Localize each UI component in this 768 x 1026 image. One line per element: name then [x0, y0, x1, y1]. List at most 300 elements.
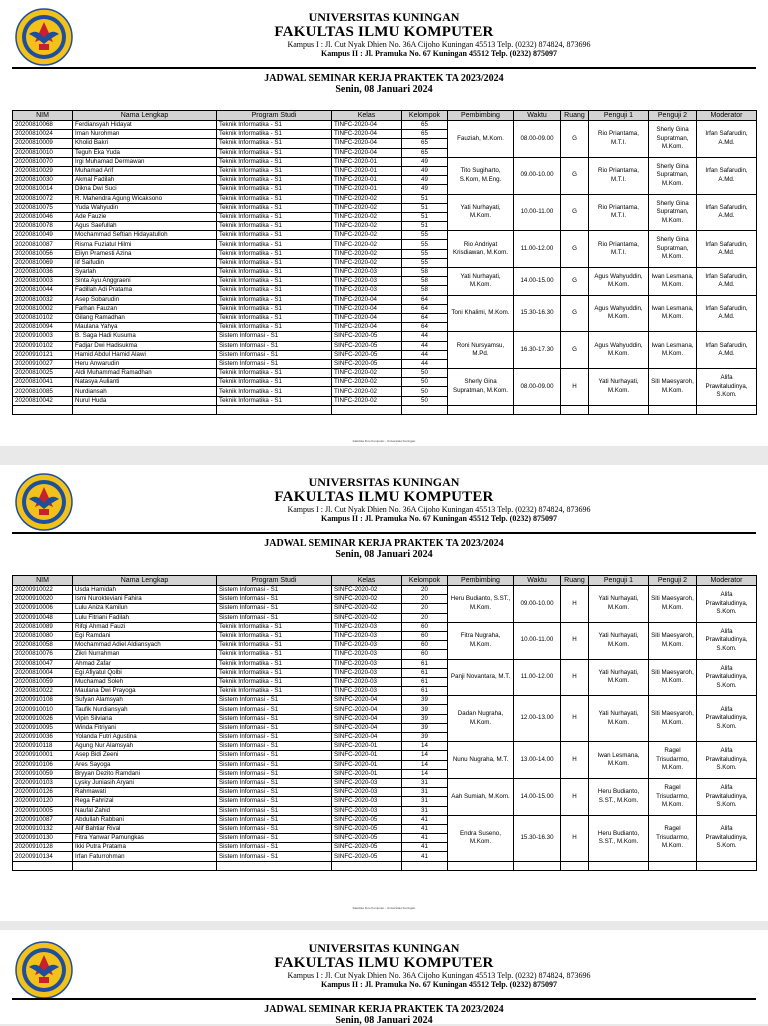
schedule-title: JADWAL SEMINAR KERJA PRAKTEK TA 2023/2024	[264, 1004, 504, 1015]
cell-ruang: G	[561, 121, 589, 158]
cell-nama: Rega Fahrizal	[73, 797, 217, 806]
cell-kelas: TINFC-2020-04	[332, 295, 402, 304]
empty-cell	[13, 405, 73, 414]
cell-penguji2: Ragel Trisudarmo, M.Kom.	[649, 778, 697, 815]
cell-prodi: Teknik Informatika - S1	[217, 378, 332, 387]
cell-kelompok: 61	[402, 687, 448, 696]
cell-kelas: TINFC-2020-04	[332, 313, 402, 322]
cell-prodi: Teknik Informatika - S1	[217, 240, 332, 249]
cell-pembimbing: Sherly Gina Supratman, M.Kom.	[448, 369, 514, 406]
cell-penguji2: Ragel Trisudarmo, M.Kom.	[649, 742, 697, 779]
cell-prodi: Teknik Informatika - S1	[217, 286, 332, 295]
cell-penguji2: Iwan Lesmana, M.Kom.	[649, 332, 697, 369]
cell-prodi: Teknik Informatika - S1	[217, 130, 332, 139]
cell-moderator: Irfan Safarudin, A.Md.	[697, 231, 757, 268]
cell-prodi: Teknik Informatika - S1	[217, 231, 332, 240]
column-header-ruang: Ruang	[561, 111, 589, 121]
cell-kelompok: 65	[402, 130, 448, 139]
cell-kelompok: 49	[402, 157, 448, 166]
cell-nim: 20200910103	[13, 778, 73, 787]
cell-prodi: Teknik Informatika - S1	[217, 176, 332, 185]
cell-nama: Akmal Fadilah	[73, 176, 217, 185]
faculty-name: FAKULTAS ILMU KOMPUTER	[274, 955, 494, 971]
cell-nama: Mochammad Seftian Hidayatulloh	[73, 231, 217, 240]
cell-kelas: SINFC-2020-05	[332, 843, 402, 852]
cell-penguji1: Heru Budianto, S.ST., M.Kom.	[589, 778, 649, 815]
cell-kelompok: 60	[402, 622, 448, 631]
cell-kelas: TINFC-2020-02	[332, 203, 402, 212]
cell-nim: 20200810068	[13, 121, 73, 130]
cell-kelompok: 31	[402, 778, 448, 787]
cell-pembimbing: Heru Budianto, S.ST., M.Kom.	[448, 586, 514, 623]
cell-kelas: TINFC-2020-02	[332, 258, 402, 267]
empty-cell	[561, 861, 589, 870]
cell-kelas: TINFC-2020-03	[332, 659, 402, 668]
cell-nama: Iif Saifudin	[73, 258, 217, 267]
cell-prodi: Teknik Informatika - S1	[217, 313, 332, 322]
empty-cell	[217, 405, 332, 414]
cell-kelas: TINFC-2020-04	[332, 148, 402, 157]
cell-nim: 20200810046	[13, 212, 73, 221]
cell-kelompok: 50	[402, 387, 448, 396]
cell-nim: 20200910102	[13, 341, 73, 350]
cell-moderator: Irfan Safarudin, A.Md.	[697, 194, 757, 231]
cell-waktu: 15.30-16.30	[514, 295, 561, 332]
cell-nama: Ares Sayoga	[73, 760, 217, 769]
cell-pembimbing: Tito Sugiharto, S.Kom, M.Eng.	[448, 157, 514, 194]
table-row	[13, 268, 757, 277]
cell-prodi: Sistem Informasi - S1	[217, 359, 332, 368]
cell-prodi: Sistem Informasi - S1	[217, 586, 332, 595]
cell-kelompok: 60	[402, 650, 448, 659]
cell-kelas: TINFC-2020-03	[332, 286, 402, 295]
cell-nim: 20200910003	[13, 332, 73, 341]
cell-nim: 20200810044	[13, 286, 73, 295]
cell-nim: 20200810003	[13, 277, 73, 286]
cell-penguji2: Siti Maesyaroh, M.Kom.	[649, 369, 697, 406]
cell-prodi: Sistem Informasi - S1	[217, 604, 332, 613]
cell-kelas: TINFC-2020-02	[332, 396, 402, 405]
cell-nim: 20200810072	[13, 194, 73, 203]
cell-pembimbing: Aah Sumiah, M.Kom.	[448, 778, 514, 815]
cell-nama: Rifqi Ahmad Fauzi	[73, 622, 217, 631]
cell-kelompok: 44	[402, 341, 448, 350]
cell-kelas: TINFC-2020-03	[332, 622, 402, 631]
cell-prodi: Teknik Informatika - S1	[217, 249, 332, 258]
empty-cell	[332, 405, 402, 414]
cell-nama: Muchamad Soleh	[73, 677, 217, 686]
cell-prodi: Teknik Informatika - S1	[217, 139, 332, 148]
empty-cell	[332, 861, 402, 870]
cell-prodi: Teknik Informatika - S1	[217, 166, 332, 175]
cell-kelompok: 50	[402, 396, 448, 405]
empty-cell	[13, 861, 73, 870]
cell-nim: 20200810004	[13, 668, 73, 677]
cell-kelompok: 44	[402, 350, 448, 359]
cell-pembimbing: Yati Nurhayati, M.Kom.	[448, 268, 514, 296]
cell-kelompok: 41	[402, 843, 448, 852]
cell-nim: 20200910126	[13, 788, 73, 797]
cell-nim: 20200910036	[13, 733, 73, 742]
cell-nim: 20200910130	[13, 834, 73, 843]
letterhead	[0, 476, 768, 523]
cell-nama: Ade Fauzie	[73, 212, 217, 221]
cell-prodi: Teknik Informatika - S1	[217, 148, 332, 157]
cell-nama: Taufik Nurdiansyah	[73, 705, 217, 714]
cell-nim: 20200910001	[13, 751, 73, 760]
cell-kelompok: 41	[402, 834, 448, 843]
cell-penguji1: Rio Priantama, M.T.I.	[589, 194, 649, 231]
cell-ruang: G	[561, 157, 589, 194]
cell-nim: 20200810025	[13, 369, 73, 378]
cell-kelompok: 49	[402, 185, 448, 194]
empty-cell	[514, 861, 561, 870]
cell-nama: Sinta Ayu Anggraeni	[73, 277, 217, 286]
cell-kelompok: 14	[402, 769, 448, 778]
cell-pembimbing: Toni Khalimi, M.Kom.	[448, 295, 514, 332]
cell-nama: Agus Saefullah	[73, 222, 217, 231]
cell-kelas: SINFC-2020-02	[332, 604, 402, 613]
empty-cell	[73, 861, 217, 870]
table-header-row	[13, 111, 757, 121]
empty-cell	[697, 405, 757, 414]
empty-cell	[402, 405, 448, 414]
letterhead	[0, 942, 768, 989]
empty-cell	[514, 405, 561, 414]
schedule-title: JADWAL SEMINAR KERJA PRAKTEK TA 2023/2024	[264, 538, 504, 549]
cell-kelas: TINFC-2020-04	[332, 323, 402, 332]
cell-nim: 20200910134	[13, 852, 73, 861]
cell-penguji1: Yati Nurhayati, M.Kom.	[589, 369, 649, 406]
cell-kelas: SINFC-2020-05	[332, 815, 402, 824]
cell-prodi: Sistem Informasi - S1	[217, 769, 332, 778]
cell-kelas: TINFC-2020-03	[332, 677, 402, 686]
cell-nim: 20200910006	[13, 604, 73, 613]
cell-nama: Natasya Aulianti	[73, 378, 217, 387]
cell-waktu: 10.00-11.00	[514, 622, 561, 659]
cell-kelompok: 51	[402, 203, 448, 212]
cell-nama: Lulu Aniza Kamilun	[73, 604, 217, 613]
cell-kelas: TINFC-2020-02	[332, 194, 402, 203]
cell-ruang: H	[561, 696, 589, 742]
cell-waktu: 11.00-12.00	[514, 231, 561, 268]
cell-nim: 20200810059	[13, 677, 73, 686]
cell-nama: Ismi Nurokteviani Fahira	[73, 595, 217, 604]
cell-ruang: H	[561, 659, 589, 696]
cell-prodi: Sistem Informasi - S1	[217, 760, 332, 769]
cell-nama: Maulana Yahya	[73, 323, 217, 332]
cell-nama: Naufal Zahid	[73, 806, 217, 815]
cell-kelompok: 58	[402, 268, 448, 277]
cell-ruang: H	[561, 586, 589, 623]
cell-nama: Syarlah	[73, 268, 217, 277]
cell-nama: Winda Fitriyani	[73, 723, 217, 732]
empty-cell	[402, 861, 448, 870]
column-header-waktu: Waktu	[514, 576, 561, 586]
university-name: UNIVERSITAS KUNINGAN	[308, 10, 460, 24]
cell-nama: Mochammad Adiel Aldiansyach	[73, 641, 217, 650]
cell-kelompok: 64	[402, 295, 448, 304]
cell-nama: Alif Bahtiar Rival	[73, 824, 217, 833]
cell-pembimbing: Rio Andriyat Krisdiawan, M.Kom.	[448, 231, 514, 268]
cell-penguji1: Rio Priantama, M.T.I.	[589, 231, 649, 268]
cell-kelas: SINFC-2020-05	[332, 350, 402, 359]
cell-kelas: SINFC-2020-01	[332, 742, 402, 751]
cell-nama: Irgi Muhamad Dermawan	[73, 157, 217, 166]
cell-kelas: SINFC-2020-04	[332, 696, 402, 705]
cell-kelas: SINFC-2020-03	[332, 797, 402, 806]
empty-cell	[73, 405, 217, 414]
cell-kelas: SINFC-2020-04	[332, 733, 402, 742]
cell-prodi: Teknik Informatika - S1	[217, 295, 332, 304]
cell-kelompok: 64	[402, 323, 448, 332]
cell-kelompok: 20	[402, 595, 448, 604]
table-row	[13, 157, 757, 166]
schedule-date: Senin, 08 Januari 2024	[335, 84, 433, 95]
cell-prodi: Sistem Informasi - S1	[217, 815, 332, 824]
cell-pembimbing: Dadan Nugraha, M.Kom.	[448, 696, 514, 742]
cell-nama: Sufyan Alamsyah	[73, 696, 217, 705]
empty-cell	[649, 861, 697, 870]
faculty-name: FAKULTAS ILMU KOMPUTER	[274, 24, 494, 40]
cell-prodi: Teknik Informatika - S1	[217, 212, 332, 221]
empty-cell	[448, 861, 514, 870]
cell-pembimbing: Endra Suseno, M.Kom.	[448, 815, 514, 861]
cell-nim: 20200810041	[13, 378, 73, 387]
column-header-moderator: Moderator	[697, 111, 757, 121]
cell-nim: 20200810047	[13, 659, 73, 668]
cell-kelas: TINFC-2020-03	[332, 641, 402, 650]
cell-penguji1: Yati Nurhayati, M.Kom.	[589, 622, 649, 659]
cell-kelas: TINFC-2020-01	[332, 176, 402, 185]
cell-nama: Abdullah Rabbani	[73, 815, 217, 824]
cell-kelompok: 65	[402, 121, 448, 130]
cell-pembimbing: Panji Novantara, M.T.	[448, 659, 514, 696]
cell-prodi: Sistem Informasi - S1	[217, 595, 332, 604]
cell-kelompok: 41	[402, 815, 448, 824]
cell-prodi: Teknik Informatika - S1	[217, 277, 332, 286]
empty-cell	[561, 405, 589, 414]
cell-prodi: Sistem Informasi - S1	[217, 806, 332, 815]
campus-address-1: Kampus I : Jl. Cut Nyak Dhien No. 36A Cijoho Kuningan 45513 Telp. (0232) 874824, 873696	[287, 505, 591, 514]
cell-nim: 20200810056	[13, 249, 73, 258]
cell-nim: 20200810080	[13, 631, 73, 640]
cell-prodi: Teknik Informatika - S1	[217, 387, 332, 396]
cell-nim: 20200910132	[13, 824, 73, 833]
cell-nama: Agung Nur Alamsyah	[73, 742, 217, 751]
cell-kelas: SINFC-2020-05	[332, 852, 402, 861]
table-row	[13, 778, 757, 787]
cell-prodi: Sistem Informasi - S1	[217, 788, 332, 797]
cell-prodi: Teknik Informatika - S1	[217, 258, 332, 267]
cell-penguji2: Siti Maesyaroh, M.Kom.	[649, 586, 697, 623]
cell-kelas: TINFC-2020-03	[332, 668, 402, 677]
cell-kelas: TINFC-2020-02	[332, 249, 402, 258]
cell-kelompok: 61	[402, 677, 448, 686]
cell-prodi: Teknik Informatika - S1	[217, 659, 332, 668]
schedule-title-block	[0, 538, 768, 560]
cell-nim: 20200810076	[13, 650, 73, 659]
cell-penguji2: Sherly Gina Supratman, M.Kom.	[649, 194, 697, 231]
header-divider	[12, 67, 756, 69]
cell-kelas: TINFC-2020-03	[332, 268, 402, 277]
cell-kelas: SINFC-2020-01	[332, 760, 402, 769]
cell-moderator: Irfan Safarudin, A.Md.	[697, 268, 757, 296]
cell-prodi: Teknik Informatika - S1	[217, 668, 332, 677]
cell-prodi: Sistem Informasi - S1	[217, 751, 332, 760]
header-divider	[12, 998, 756, 1000]
cell-pembimbing: Roni Nursyamsu, M.Pd.	[448, 332, 514, 369]
table-row	[13, 369, 757, 378]
schedule-title-block	[0, 1004, 768, 1026]
cell-kelompok: 44	[402, 332, 448, 341]
cell-nama: Ikki Putra Pratama	[73, 843, 217, 852]
cell-kelompok: 49	[402, 176, 448, 185]
cell-kelompok: 65	[402, 148, 448, 157]
cell-kelompok: 49	[402, 166, 448, 175]
cell-nama: Maulana Dwi Prayoga	[73, 687, 217, 696]
cell-nama: Rahmawati	[73, 788, 217, 797]
column-header-moderator: Moderator	[697, 576, 757, 586]
cell-waktu: 15.30-16.30	[514, 815, 561, 861]
cell-pembimbing: Nunu Nugraha, M.T.	[448, 742, 514, 779]
cell-moderator: Alifa Prawitaludinya, S.Kom.	[697, 586, 757, 623]
cell-prodi: Teknik Informatika - S1	[217, 396, 332, 405]
empty-cell	[649, 405, 697, 414]
cell-waktu: 09.00-10.00	[514, 586, 561, 623]
cell-nim: 20200810085	[13, 387, 73, 396]
cell-nama: Nurdiansah	[73, 387, 217, 396]
cell-nim: 20200810014	[13, 185, 73, 194]
cell-kelas: TINFC-2020-01	[332, 157, 402, 166]
column-header-nim: NIM	[13, 111, 73, 121]
cell-nim: 20200810024	[13, 130, 73, 139]
cell-prodi: Teknik Informatika - S1	[217, 641, 332, 650]
cell-nim: 20200810087	[13, 240, 73, 249]
cell-kelas: TINFC-2020-02	[332, 378, 402, 387]
cell-kelas: TINFC-2020-04	[332, 139, 402, 148]
column-header-kelompok: Kelompok	[402, 111, 448, 121]
empty-cell	[448, 405, 514, 414]
cell-nim: 20200810032	[13, 295, 73, 304]
document-page	[0, 0, 768, 446]
cell-nim: 20200810036	[13, 268, 73, 277]
cell-ruang: H	[561, 742, 589, 779]
column-header-penguji1: Penguji 1	[589, 111, 649, 121]
cell-moderator: Irfan Safarudin, A.Md.	[697, 157, 757, 194]
university-name: UNIVERSITAS KUNINGAN	[308, 475, 460, 489]
cell-pembimbing: Yati Nurhayati, M.Kom.	[448, 194, 514, 231]
page-footer: Fakultas Ilmu Komputer - Universitas Kuningan	[352, 906, 416, 910]
cell-penguji1: Agus Wahyuddin, M.Kom.	[589, 295, 649, 332]
page-footer: Fakultas Ilmu Komputer - Universitas Kuningan	[352, 439, 416, 443]
cell-kelas: SINFC-2020-04	[332, 705, 402, 714]
cell-nama: Fitra Yanwar Pamungkas	[73, 834, 217, 843]
cell-ruang: H	[561, 778, 589, 815]
table-row	[13, 659, 757, 668]
column-header-kelas: Kelas	[332, 576, 402, 586]
cell-kelompok: 60	[402, 631, 448, 640]
campus-address-2: Kampus II : Jl. Pramuka No. 67 Kuningan 45512 Telp. (0232) 875097	[320, 49, 558, 58]
empty-row	[13, 861, 757, 870]
cell-nim: 20200810070	[13, 157, 73, 166]
cell-prodi: Teknik Informatika - S1	[217, 268, 332, 277]
cell-prodi: Teknik Informatika - S1	[217, 687, 332, 696]
cell-kelas: TINFC-2020-03	[332, 631, 402, 640]
cell-nim: 20200910095	[13, 723, 73, 732]
cell-nim: 20200910059	[13, 769, 73, 778]
cell-kelompok: 39	[402, 714, 448, 723]
cell-penguji1: Yati Nurhayati, M.Kom.	[589, 696, 649, 742]
cell-penguji2: Siti Maesyaroh, M.Kom.	[649, 659, 697, 696]
cell-nama: Teguh Eka Yuda	[73, 148, 217, 157]
cell-waktu: 13.00-14.00	[514, 742, 561, 779]
cell-prodi: Teknik Informatika - S1	[217, 157, 332, 166]
schedule-date: Senin, 08 Januari 2024	[335, 1015, 433, 1026]
column-header-prodi: Program Studi	[217, 576, 332, 586]
cell-moderator: Alifa Prawitaludinya, S.Kom.	[697, 659, 757, 696]
cell-nim: 20200810029	[13, 166, 73, 175]
cell-nama: Eliyn Pramesti Azina	[73, 249, 217, 258]
cell-kelas: TINFC-2020-04	[332, 130, 402, 139]
cell-prodi: Teknik Informatika - S1	[217, 185, 332, 194]
cell-nim: 20200810089	[13, 622, 73, 631]
cell-kelompok: 39	[402, 723, 448, 732]
table-row	[13, 696, 757, 705]
cell-nama: B. Saga Hadi Kusuma	[73, 332, 217, 341]
cell-penguji1: Agus Wahyuddin, M.Kom.	[589, 332, 649, 369]
column-header-nama: Nama Lengkap	[73, 576, 217, 586]
cell-nama: Risma Fuziatul Hilmi	[73, 240, 217, 249]
cell-prodi: Sistem Informasi - S1	[217, 723, 332, 732]
cell-nim: 20200810010	[13, 148, 73, 157]
cell-nim: 20200810058	[13, 641, 73, 650]
cell-nim: 20200910048	[13, 613, 73, 622]
cell-kelompok: 51	[402, 212, 448, 221]
cell-nama: Bryyan Dezito Ramdani	[73, 769, 217, 778]
cell-nim: 20200810002	[13, 304, 73, 313]
empty-cell	[697, 861, 757, 870]
column-header-waktu: Waktu	[514, 111, 561, 121]
cell-nim: 20200810102	[13, 313, 73, 322]
cell-nama: Fadjar Dwi Hadisukma	[73, 341, 217, 350]
column-header-kelas: Kelas	[332, 111, 402, 121]
cell-kelompok: 31	[402, 806, 448, 815]
cell-penguji1: Yati Nurhayati, M.Kom.	[589, 586, 649, 623]
cell-penguji2: Siti Maesyaroh, M.Kom.	[649, 696, 697, 742]
cell-kelompok: 58	[402, 277, 448, 286]
cell-kelas: SINFC-2020-01	[332, 751, 402, 760]
cell-kelas: TINFC-2020-02	[332, 212, 402, 221]
cell-nim: 20200910005	[13, 806, 73, 815]
campus-address-1: Kampus I : Jl. Cut Nyak Dhien No. 36A Cijoho Kuningan 45513 Telp. (0232) 874824, 873696	[287, 971, 591, 980]
cell-kelompok: 14	[402, 751, 448, 760]
cell-nama: Ferdiansyah Hidayat	[73, 121, 217, 130]
cell-nama: Kholid Bakri	[73, 139, 217, 148]
cell-kelompok: 50	[402, 378, 448, 387]
column-header-kelompok: Kelompok	[402, 576, 448, 586]
campus-address-2: Kampus II : Jl. Pramuka No. 67 Kuningan 45512 Telp. (0232) 875097	[320, 980, 558, 989]
cell-kelompok: 39	[402, 733, 448, 742]
cell-waktu: 09.00-10.00	[514, 157, 561, 194]
cell-moderator: Alifa Prawitaludinya, S.Kom.	[697, 696, 757, 742]
cell-prodi: Sistem Informasi - S1	[217, 852, 332, 861]
cell-prodi: Sistem Informasi - S1	[217, 834, 332, 843]
cell-nim: 20200810069	[13, 258, 73, 267]
campus-address-1: Kampus I : Jl. Cut Nyak Dhien No. 36A Cijoho Kuningan 45513 Telp. (0232) 874824, 873696	[287, 40, 591, 49]
cell-kelas: SINFC-2020-02	[332, 595, 402, 604]
cell-nim: 20200910020	[13, 595, 73, 604]
